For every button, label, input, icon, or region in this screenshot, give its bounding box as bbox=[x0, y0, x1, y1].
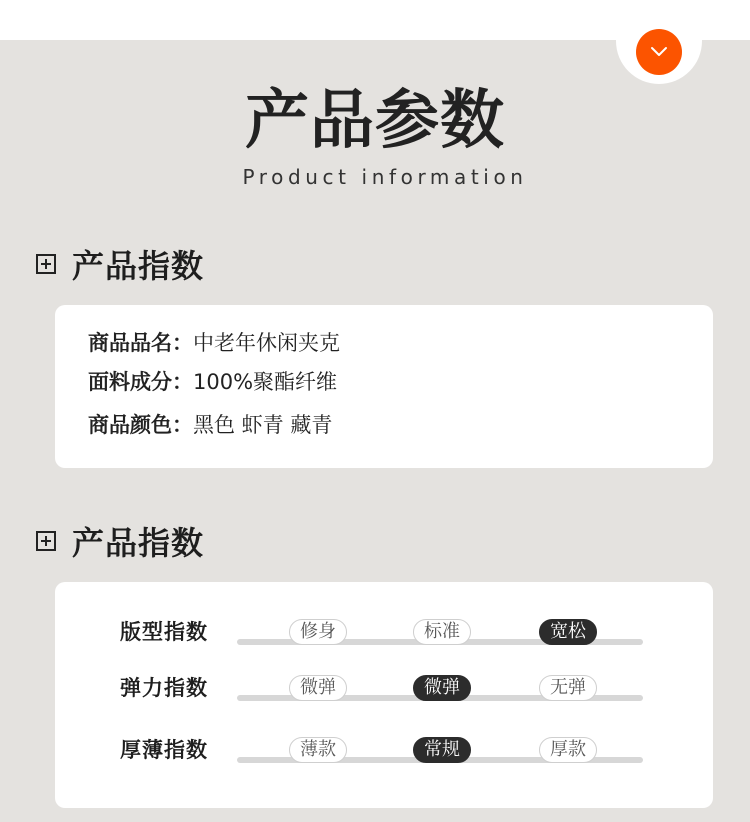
index-option-selected: 宽松 bbox=[539, 619, 597, 645]
page-title: 产品参数 bbox=[245, 84, 505, 158]
info-row-color bbox=[88, 411, 332, 439]
section-header-1 bbox=[36, 244, 204, 284]
info-key: 商品颜色： bbox=[88, 413, 193, 437]
index-label-stretch: 弹力指数 bbox=[120, 676, 208, 700]
index-option: 微弹 bbox=[289, 675, 347, 701]
index-option: 修身 bbox=[289, 619, 347, 645]
section-header-2 bbox=[36, 521, 204, 561]
plus-box-icon bbox=[36, 531, 56, 551]
index-card bbox=[55, 582, 713, 808]
info-value: 黑色 虾青 藏青 bbox=[193, 413, 333, 437]
chevron-down-icon bbox=[650, 43, 668, 62]
section-title: 产品指数 bbox=[72, 247, 205, 285]
info-row-fabric bbox=[88, 368, 337, 396]
index-option-selected: 常规 bbox=[413, 737, 471, 763]
section-title: 产品指数 bbox=[72, 524, 205, 562]
info-card bbox=[55, 305, 713, 468]
plus-box-icon bbox=[36, 254, 56, 274]
index-label-fit: 版型指数 bbox=[120, 620, 208, 644]
info-key: 商品品名： bbox=[88, 331, 193, 355]
index-option: 厚款 bbox=[539, 737, 597, 763]
index-label-thickness: 厚薄指数 bbox=[120, 738, 208, 762]
page-subtitle: Product information bbox=[242, 165, 528, 189]
index-option: 无弹 bbox=[539, 675, 597, 701]
info-key: 面料成分： bbox=[88, 370, 193, 394]
info-value: 中老年休闲夹克 bbox=[193, 331, 340, 355]
info-row-name bbox=[88, 329, 340, 357]
index-option-selected: 微弹 bbox=[413, 675, 471, 701]
info-value: 100%聚酯纤维 bbox=[193, 370, 338, 394]
index-option: 标准 bbox=[413, 619, 471, 645]
expand-button[interactable] bbox=[636, 29, 682, 75]
index-option: 薄款 bbox=[289, 737, 347, 763]
